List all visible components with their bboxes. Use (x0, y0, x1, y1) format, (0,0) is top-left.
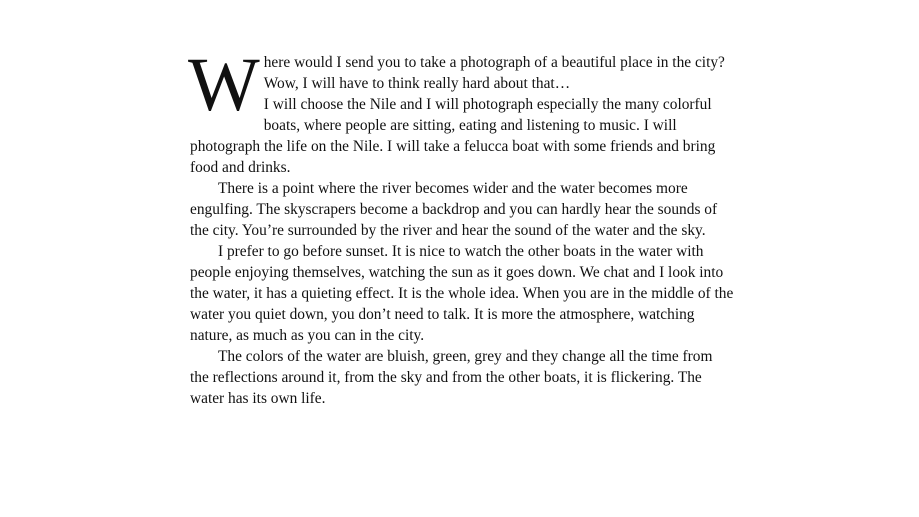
drop-cap: W (188, 43, 260, 127)
opening-paragraph (188, 43, 735, 178)
paragraph-2: There is a point where the river becomes wider and the water becomes more engulfing. The skyscrapers become a backdrop and you can hardly hear the sounds of the city. You’re surrounded by the river and hear the sound of the water and the sky. (190, 180, 718, 239)
paragraph-1: here would I send you to take a photograph of a beautiful place in the city? Wow, I will have to think really hard about that… I will choose the Nile and I will photograph especially the many colorful boats, where people are sitting, eating and listening to music. I will photograph the life on the Nile. I will take a felucca boat with some friends and bring food and drinks. (190, 54, 725, 176)
paragraph-4: The colors of the water are bluish, green, grey and they change all the time from the reflections around it, from the sky and from the other boats, it is flickering. The water has its own life. (190, 348, 713, 407)
paragraph-3: I prefer to go before sunset. It is nice to watch the other boats in the water with people enjoying themselves, watching the sun as it goes down. We chat and I look into the water, it has a quieting effect. It is the whole idea. When you are in the middle of the water you quiet down, you don’t need to talk. It is more the atmosphere, watching nature, as much as you can in the city. (190, 243, 734, 344)
document-body (188, 43, 735, 409)
